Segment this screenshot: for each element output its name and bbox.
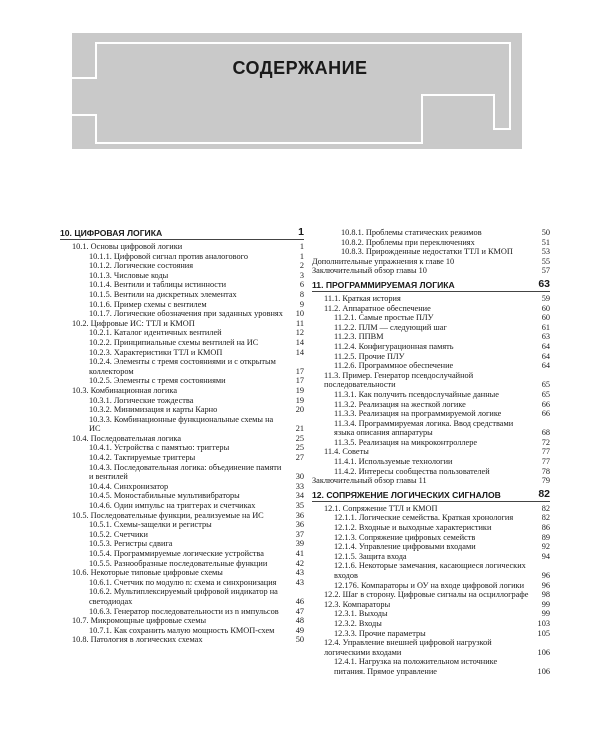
toc-entry[interactable] xyxy=(60,549,304,559)
toc-page-number: 57 xyxy=(541,266,550,276)
toc-entry-title: 12.1.4. Управление цифровыми входами xyxy=(334,542,476,552)
page-title: СОДЕРЖАНИЕ xyxy=(232,58,368,78)
toc-entry-title: 10.1.5. Вентили на дискретных элементах xyxy=(89,289,237,299)
toc-entry-title: 11.4.2. Интересы сообщества пользователей xyxy=(334,466,490,476)
toc-entry-title: 10.2.5. Элементы с тремя состояниями xyxy=(89,376,226,386)
toc-page-number: 94 xyxy=(541,551,550,561)
toc-page-number: 20 xyxy=(295,405,304,415)
toc-entry-title: 10.2.1. Каталог идентичных вентилей xyxy=(89,328,222,338)
toc-entry-title: 10.5.5. Разнообразные последовательные функции xyxy=(89,558,268,568)
toc-entry-title: 10.5. Последовательные функции, реализуемые на ИС xyxy=(72,510,264,520)
toc-entry[interactable] xyxy=(312,447,550,457)
toc-entry[interactable] xyxy=(312,609,550,619)
toc-page-number: 86 xyxy=(541,523,550,533)
toc-entry[interactable] xyxy=(312,238,550,248)
toc-page-number: 11 xyxy=(296,318,304,328)
toc-entry[interactable] xyxy=(312,409,550,419)
toc-entry-title: 10.2.3. Характеристики ТТЛ и КМОП xyxy=(89,347,223,357)
toc-page-number: 34 xyxy=(295,491,304,501)
toc-entry-title: 12.2. Шаг в сторону. Цифровые сигналы на осциллографе xyxy=(324,590,529,600)
toc-page-number: 10 xyxy=(295,309,304,319)
toc-entry-title: 12.3.3. Прочие параметры xyxy=(334,628,426,638)
toc-entry[interactable] xyxy=(60,405,304,415)
toc-entry-title: 10.1.6. Пример схемы с вентилем xyxy=(89,299,207,309)
toc-page-number: 25 xyxy=(295,433,304,443)
toc-entry[interactable] xyxy=(312,513,550,523)
toc-entry-title: 10.6.3. Генератор последовательности из n импульсов xyxy=(89,606,279,616)
toc-page-number: 37 xyxy=(295,529,304,539)
toc-entry[interactable] xyxy=(312,619,550,629)
toc-entry[interactable] xyxy=(60,309,304,319)
toc-entry-title: 11.2.3. ППВМ xyxy=(334,332,384,342)
toc-entry-title: 11.4. Советы xyxy=(324,447,369,457)
toc-entry-title: 12.4.1. Нагрузка на положительном источнике питания. Прямое управление xyxy=(334,657,498,676)
toc-chapter-entry[interactable] xyxy=(60,228,304,240)
toc-entry-title: 12.1.1. Логические семейства. Краткая хронология xyxy=(334,513,514,523)
toc-page-number: 63 xyxy=(538,277,550,290)
toc-entry[interactable] xyxy=(312,361,550,371)
toc-entry[interactable] xyxy=(312,561,550,580)
toc-entry-title: 10.8.1. Проблемы статических режимов xyxy=(341,228,482,237)
toc-entry-title: 12.1.5. Защита входа xyxy=(334,551,407,561)
toc-entry-title: 10.4. Последовательная логика xyxy=(72,433,182,443)
toc-entry[interactable] xyxy=(312,629,550,639)
toc-page-number: 9 xyxy=(299,299,304,309)
toc-page-number: 92 xyxy=(541,542,550,552)
toc-entry-title: 11.1. Краткая история xyxy=(324,293,401,303)
toc-page-number: 64 xyxy=(541,361,550,371)
toc-entry[interactable] xyxy=(60,338,304,348)
toc-entry[interactable] xyxy=(60,280,304,290)
toc-entry[interactable] xyxy=(312,294,550,304)
toc-page-number: 6 xyxy=(299,280,304,290)
toc-entry-title: 10. ЦИФРОВАЯ ЛОГИКА xyxy=(60,228,163,238)
toc-page-number: 89 xyxy=(541,532,550,542)
toc-entry-title: 12.1.6. Некоторые замечания, касающиеся логических входов xyxy=(334,561,526,580)
toc-page-number: 19 xyxy=(295,395,304,405)
toc-page-number: 43 xyxy=(295,568,304,578)
toc-entry-title: 11.3.4. Программируемая логика. Ввод средствами языка описания аппаратуры xyxy=(334,418,514,438)
toc-page-number: 64 xyxy=(541,341,550,351)
toc-entry[interactable] xyxy=(60,626,304,636)
toc-entry-title: 10.5.4. Программируемые логические устройства xyxy=(89,549,264,558)
toc-entry[interactable] xyxy=(60,319,304,329)
toc-entry[interactable] xyxy=(60,635,304,645)
toc-entry-title: 10.3. Комбинационная логика xyxy=(72,385,178,395)
header-frame-icon xyxy=(72,33,522,149)
toc-entry-title: Заключительный обзор главы 10 xyxy=(312,266,427,276)
toc-page-number: 96 xyxy=(541,571,550,580)
toc-entry[interactable] xyxy=(60,386,304,396)
toc-entry-title: 10.2. Цифровые ИС: ТТЛ и КМОП xyxy=(72,318,195,328)
toc-entry[interactable] xyxy=(60,300,304,310)
toc-entry[interactable] xyxy=(312,247,550,257)
toc-entry[interactable] xyxy=(312,400,550,410)
toc-entry[interactable] xyxy=(312,266,550,276)
toc-page-number: 68 xyxy=(541,428,550,438)
toc-entry[interactable] xyxy=(60,539,304,549)
toc-entry-title: 10.4.1. Устройства с памятью: триггеры xyxy=(89,443,230,453)
toc-entry[interactable] xyxy=(312,257,550,267)
toc-entry-title: 12. СОПРЯЖЕНИЕ ЛОГИЧЕСКИХ СИГНАЛОВ xyxy=(312,489,501,500)
toc-page-number: 50 xyxy=(295,635,304,645)
toc-page-number: 96 xyxy=(541,580,550,590)
toc-entry[interactable] xyxy=(60,376,304,386)
toc-entry-title: 11.2. Аппаратное обеспечение xyxy=(324,303,431,313)
toc-entry[interactable] xyxy=(312,419,550,438)
toc-page-number: 66 xyxy=(541,399,550,409)
toc-entry-title: 12.1.3. Сопряжение цифровых семейств xyxy=(334,532,476,542)
toc-page-number: 46 xyxy=(295,596,304,606)
toc-page-number: 64 xyxy=(541,351,550,361)
toc-chapter-entry[interactable] xyxy=(312,277,550,292)
toc-entry-title: 10.7.1. Как сохранить малую мощность КМОП-схем xyxy=(89,625,275,635)
toc-page-number: 65 xyxy=(541,380,550,390)
toc-entry-title: 12.4. Управление внешней цифровой нагрузкой логическими входами xyxy=(324,638,492,657)
toc-entry[interactable] xyxy=(60,587,304,606)
toc-page-number: 30 xyxy=(295,472,304,482)
toc-page-number: 48 xyxy=(295,616,304,626)
toc-page-number: 8 xyxy=(299,289,304,299)
toc-page-number: 99 xyxy=(541,599,550,609)
toc-entry[interactable] xyxy=(312,313,550,323)
toc-entry[interactable] xyxy=(312,371,550,390)
toc-entry[interactable] xyxy=(60,252,304,262)
toc-entry-title: 10.4.2. Тактируемые триггеры xyxy=(89,453,196,463)
toc-entry-title: 11.3.5. Реализация на микроконтроллере xyxy=(334,437,478,447)
toc-entry-title: 10.1.4. Вентили и таблицы истинности xyxy=(89,280,227,290)
toc-entry[interactable] xyxy=(312,438,550,448)
toc-page-number: 77 xyxy=(541,447,550,457)
toc-page-number: 53 xyxy=(541,247,550,257)
toc-entry-title: 10.5.3. Регистры сдвига xyxy=(89,539,173,549)
toc-entry-title: 10.8. Патология в логических схемах xyxy=(72,635,203,645)
toc-page-number: 19 xyxy=(295,385,304,395)
toc-page-number: 43 xyxy=(295,577,304,587)
toc-page-number: 39 xyxy=(295,539,304,549)
toc-page-number: 1 xyxy=(299,242,304,251)
toc-entry-title: 10.6. Некоторые типовые цифровые схемы xyxy=(72,568,223,578)
toc-page-number: 14 xyxy=(295,347,304,357)
toc-page-number: 14 xyxy=(295,337,304,347)
toc-page-number: 1 xyxy=(299,251,304,261)
toc-page-number: 103 xyxy=(537,618,550,628)
toc-chapter-entry[interactable] xyxy=(312,487,550,502)
toc-page-number: 36 xyxy=(295,520,304,530)
toc-entry-title: 10.4.5. Моностабильные мультивибраторы xyxy=(89,491,240,501)
toc-entry-title: 10.3.1. Логические тождества xyxy=(89,395,194,405)
toc-page-number: 21 xyxy=(295,424,304,434)
toc-page-number: 42 xyxy=(295,558,304,568)
toc-entry[interactable] xyxy=(312,323,550,333)
toc-entry[interactable] xyxy=(312,342,550,352)
toc-page-number: 1 xyxy=(298,226,304,238)
toc-page-number: 77 xyxy=(541,457,550,467)
toc-entry[interactable] xyxy=(60,568,304,578)
toc-entry[interactable] xyxy=(60,607,304,617)
toc-entry-title: Дополнительные упражнения к главе 10 xyxy=(312,256,455,266)
toc-entry-title: 10.3.2. Минимизация и карты Карно xyxy=(89,405,218,415)
toc-entry-title: 10.2.4. Элементы с тремя состояниями и с открытым коллектором xyxy=(89,357,276,376)
toc-entry[interactable] xyxy=(60,511,304,521)
toc-entry-title: 11.2.1. Самые простые ПЛУ xyxy=(334,313,434,323)
toc-entry-title: 10.1.3. Числовые коды xyxy=(89,270,169,280)
toc-entry[interactable] xyxy=(312,390,550,400)
toc-page-number: 17 xyxy=(295,376,304,386)
toc-entry-title: 10.4.6. Один импульс на триггерах и счетчиках xyxy=(89,501,256,511)
toc-entry[interactable] xyxy=(312,457,550,467)
toc-entry-title: Заключительный обзор главы 11 xyxy=(312,476,427,486)
toc-entry[interactable] xyxy=(312,476,550,486)
toc-page-number: 51 xyxy=(541,237,550,247)
toc-page-number: 82 xyxy=(538,487,550,500)
toc-page-number: 65 xyxy=(541,389,550,399)
toc-entry[interactable] xyxy=(60,290,304,300)
toc-entry-title: 10.4.4. Синхронизатор xyxy=(89,481,169,491)
toc-page-number: 27 xyxy=(295,453,304,463)
toc-page-number: 2 xyxy=(299,261,304,271)
toc-page-number: 3 xyxy=(299,270,304,280)
toc-entry-title: 10.6.2. Мультиплексируемый цифровой индикатор на светодиодах xyxy=(89,587,278,606)
toc-page-number: 82 xyxy=(541,513,550,523)
toc-page-number: 36 xyxy=(295,510,304,520)
toc-entry-title: 10.5.1. Схемы-защелки и регистры xyxy=(89,520,212,530)
toc-entry[interactable] xyxy=(312,638,550,657)
toc-entry[interactable] xyxy=(60,578,304,588)
toc-entry-title: 10.3.3. Комбинационные функциональные схемы на ИС xyxy=(89,414,274,434)
toc-right-column xyxy=(312,228,550,677)
toc-entry-title: 10.5.2. Счетчики xyxy=(89,529,148,539)
toc-entry-title: 11.4.1. Используемые технологии xyxy=(334,457,453,467)
toc-entry[interactable] xyxy=(60,261,304,271)
toc-entry[interactable] xyxy=(60,453,304,463)
toc-page-number: 106 xyxy=(537,666,550,676)
toc-entry-title: 10.1.1. Цифровой сигнал против аналогового xyxy=(89,251,249,261)
toc-entry[interactable] xyxy=(312,552,550,562)
toc-entry[interactable] xyxy=(312,581,550,591)
toc-entry[interactable] xyxy=(60,415,304,434)
header-banner xyxy=(72,33,522,149)
toc-page-number: 105 xyxy=(537,628,550,638)
toc-entry-title: 12.1. Сопряжение ТТЛ и КМОП xyxy=(324,503,438,513)
toc-entry[interactable] xyxy=(60,530,304,540)
toc-entry[interactable] xyxy=(312,304,550,314)
toc-entry[interactable] xyxy=(60,396,304,406)
toc-page-number: 55 xyxy=(541,256,550,266)
toc-entry[interactable] xyxy=(312,590,550,600)
toc-page-number: 98 xyxy=(541,590,550,600)
toc-entry-title: 12.3.2. Входы xyxy=(334,618,382,628)
toc-page-number: 47 xyxy=(295,606,304,616)
toc-entry-title: 11. ПРОГРАММИРУЕМАЯ ЛОГИКА xyxy=(312,279,455,290)
toc-page-number: 59 xyxy=(541,293,550,303)
toc-page-number: 82 xyxy=(541,503,550,513)
toc-page-number: 106 xyxy=(537,647,550,657)
toc-entry-title: 10.1. Основы цифровой логики xyxy=(72,242,183,251)
toc-entry-title: 11.2.2. ПЛМ — следующий шаг xyxy=(334,322,447,332)
toc-entry[interactable] xyxy=(312,600,550,610)
toc-page-number: 41 xyxy=(295,549,304,558)
toc-left-column xyxy=(60,228,304,645)
toc-entry-title: 12.3. Компараторы xyxy=(324,599,391,609)
toc-entry-title: 12.3.1. Выходы xyxy=(334,609,388,619)
toc-entry[interactable] xyxy=(312,228,550,238)
toc-entry-title: 12.176. Компараторы и ОУ на входе цифровой логики xyxy=(334,580,525,590)
toc-page-number: 50 xyxy=(541,228,550,237)
toc-entry[interactable] xyxy=(60,463,304,482)
toc-page-number: 12 xyxy=(295,328,304,338)
toc-page-number: 60 xyxy=(541,313,550,323)
toc-page-number: 78 xyxy=(541,466,550,476)
toc-entry[interactable] xyxy=(312,504,550,514)
toc-entry[interactable] xyxy=(312,533,550,543)
toc-entry-title: 10.7. Микромощные цифровые схемы xyxy=(72,616,207,626)
toc-entry[interactable] xyxy=(60,271,304,281)
toc-entry-title: 10.2.2. Принципиальные схемы вентилей на ИС xyxy=(89,337,259,347)
toc-entry-title: 10.1.7. Логические обозначения при заданных уровнях xyxy=(89,309,283,319)
toc-entry-title: 11.2.5. Прочие ПЛУ xyxy=(334,351,405,361)
toc-entry-title: 11.2.4. Конфигурационная память xyxy=(334,341,454,351)
toc-entry-title: 10.6.1. Счетчик по модулю n: схема и синхронизация xyxy=(89,577,277,587)
toc-entry[interactable] xyxy=(60,482,304,492)
toc-entry[interactable] xyxy=(60,348,304,358)
toc-entry[interactable] xyxy=(60,434,304,444)
toc-page-number: 49 xyxy=(295,625,304,635)
toc-entry[interactable] xyxy=(312,542,550,552)
toc-page-number: 99 xyxy=(541,609,550,619)
toc-page-number: 25 xyxy=(295,443,304,453)
toc-entry-title: 10.1.2. Логические состояния xyxy=(89,261,194,271)
toc-entry[interactable] xyxy=(312,332,550,342)
toc-entry-title: 11.3. Пример. Генератор псевдослучайной последовательности xyxy=(324,370,474,390)
toc-entry-title: 11.3.3. Реализация на программируемой логике xyxy=(334,409,502,419)
toc-page-number: 63 xyxy=(541,332,550,342)
toc-entry[interactable] xyxy=(60,443,304,453)
toc-page-number: 79 xyxy=(541,476,550,486)
toc-entry[interactable] xyxy=(60,520,304,530)
toc-page-number: 72 xyxy=(541,437,550,447)
toc-entry[interactable] xyxy=(312,523,550,533)
toc-entry-title: 10.8.2. Проблемы при переключениях xyxy=(341,237,475,247)
toc-entry-title: 10.8.3. Прирожденные недостатки ТТЛ и КМОП xyxy=(341,247,513,257)
toc-page-number: 60 xyxy=(541,303,550,313)
toc-entry[interactable] xyxy=(60,616,304,626)
toc-entry-title: 12.1.2. Входные и выходные характеристики xyxy=(334,523,492,533)
toc-entry[interactable] xyxy=(60,357,304,376)
toc-entry-title: 11.2.6. Программное обеспечение xyxy=(334,361,454,371)
toc-entry[interactable] xyxy=(60,501,304,511)
toc-page-number: 66 xyxy=(541,409,550,419)
toc-page-number: 17 xyxy=(295,366,304,376)
toc-entry[interactable] xyxy=(60,491,304,501)
toc-entry-title: 11.3.2. Реализация на жесткой логике xyxy=(334,399,466,409)
toc-entry[interactable] xyxy=(60,559,304,569)
toc-entry[interactable] xyxy=(60,242,304,252)
toc-page-number: 33 xyxy=(295,481,304,491)
toc-entry[interactable] xyxy=(312,352,550,362)
toc-entry[interactable] xyxy=(312,467,550,477)
toc-entry[interactable] xyxy=(312,657,550,676)
toc-entry-title: 10.4.3. Последовательная логика: объединение памяти и вентилей xyxy=(89,462,282,482)
toc-page-number: 61 xyxy=(541,322,550,332)
toc-page-number: 35 xyxy=(295,501,304,511)
toc-entry-title: 11.3.1. Как получить псевдослучайные данные xyxy=(334,389,499,399)
toc-entry[interactable] xyxy=(60,328,304,338)
